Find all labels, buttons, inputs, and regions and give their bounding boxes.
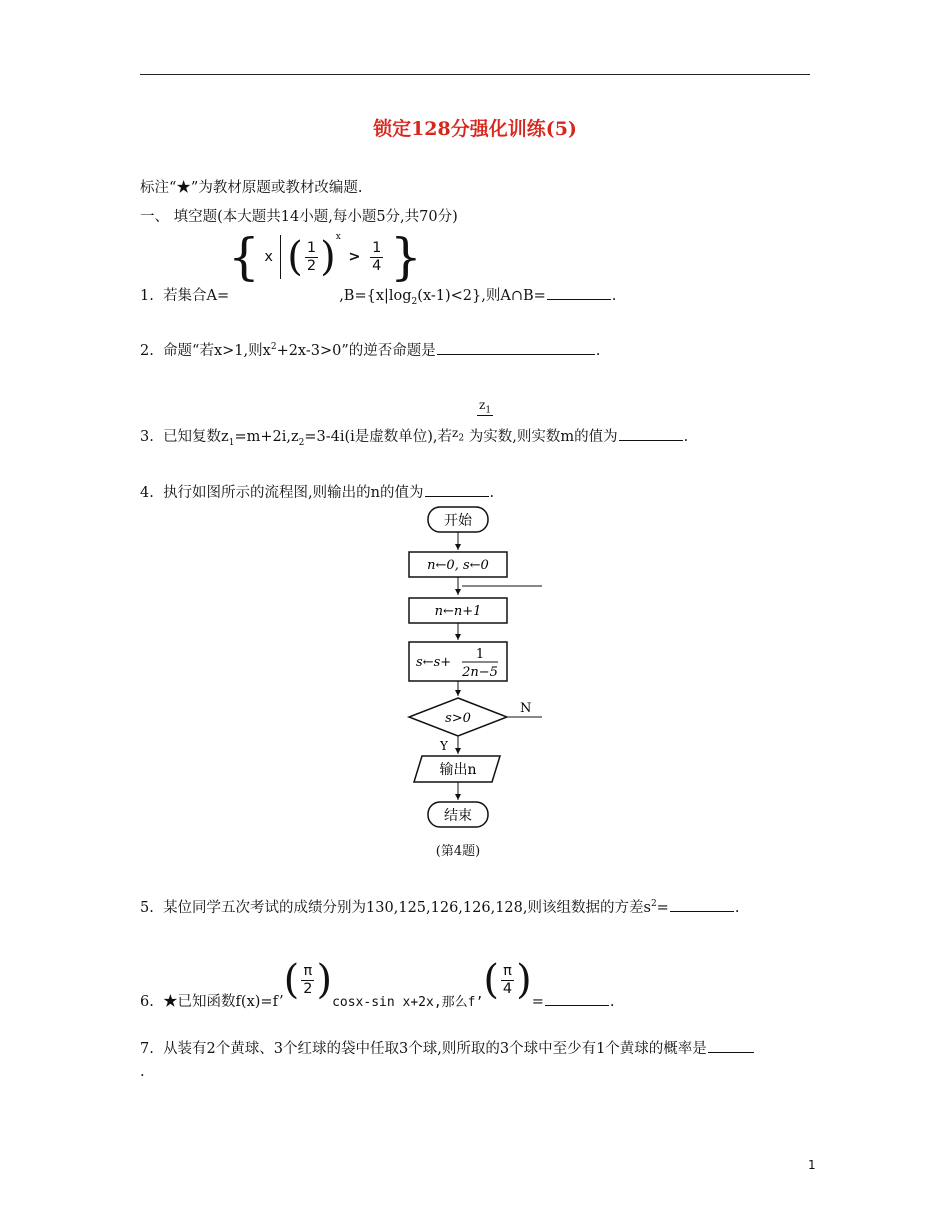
question-7-end: . (140, 1064, 145, 1080)
page-title: 锁定128分强化训练(5) (373, 118, 577, 140)
set-bar (280, 235, 281, 279)
fraction-pi-over-4: $\frac{\pi}{4}$ (502, 962, 513, 997)
right-paren: ) (320, 234, 336, 280)
question-1: 1. 若集合$A= ,B=\{x|\log_2(x-1)<2\}$,则A∩B= . (140, 284, 616, 307)
question-4: 4. 执行如图所示的流程图,则输出的n的值为 . (140, 481, 494, 502)
left-paren: ( (287, 234, 303, 280)
header-rule (140, 74, 810, 75)
answer-blank[interactable] (708, 1038, 754, 1053)
answer-blank[interactable] (619, 426, 683, 441)
figure-caption: (第4题) (435, 844, 481, 859)
answer-blank[interactable] (670, 897, 734, 912)
right-brace: } (389, 228, 422, 286)
q3-fraction: $z_1$ (479, 398, 492, 416)
page-number: 1 (808, 1158, 816, 1172)
greater-than: > (348, 249, 361, 265)
flow-assign-num: 1 (475, 647, 485, 662)
fraction-one-quarter: $\frac{1}{4}$ (372, 239, 382, 274)
question-1-set-a (228, 228, 422, 290)
q3-denominator: z2 (452, 426, 465, 444)
exponent-x: x (335, 232, 341, 242)
answer-blank[interactable] (437, 340, 595, 355)
answer-blank[interactable] (545, 991, 609, 1006)
answer-blank[interactable] (547, 285, 611, 300)
question-5: 5. 某位同学五次考试的成绩分别为130,125,126,126,128,则该组数据的方差$s^2=$ . (140, 896, 739, 917)
flow-yes-label: Y (440, 739, 448, 753)
fraction-one-half: $\frac{1}{2}$ (306, 239, 317, 274)
question-2: 2. 命题“若x>1,则$x^2+2x-3>0$”的逆否命题是 . (140, 339, 600, 360)
flow-assign-lhs: s←s+ (416, 655, 452, 670)
answer-blank[interactable] (425, 482, 489, 497)
flowchart (400, 500, 560, 840)
left-brace: { (228, 228, 260, 286)
flow-step-label: n←n+1 (434, 604, 482, 619)
flow-end-label: 结束 (444, 808, 472, 824)
question-6: 6. ★已知函数f(x)=f’( $\frac{\pi}{2}$ )cosx-sin x+2x,那么f’( $\frac{\pi}{4}$ )= . (140, 957, 615, 1010)
note-line: 标注“★”为教材原题或教材改编题. (140, 180, 363, 196)
section-heading: 一、 填空题(本大题共14小题,每小题5分,共70分) (140, 209, 458, 225)
flow-assign-den: 2n−5 (462, 665, 498, 680)
set-variable: x (264, 249, 274, 265)
question-7: 7. 从装有2个黄球、3个红球的袋中任取3个球,则所取的3个球中至少有1个黄球的概率是 (140, 1037, 755, 1058)
flow-decision-label: s>0 (445, 711, 471, 726)
flow-no-label: N (520, 701, 532, 716)
flow-output-label: 输出n (439, 762, 477, 778)
flow-init-label: n←0, s←0 (427, 558, 489, 573)
flow-start-label: 开始 (444, 513, 472, 529)
question-3: 3. 已知复数$z_1=m+2i,z_2=3-4i(i$是虚数单位),若$^{z_2}$ 为实数,则实数m的值为 . (140, 426, 689, 448)
fraction-pi-over-2: $\frac{\pi}{2}$ (303, 962, 313, 997)
